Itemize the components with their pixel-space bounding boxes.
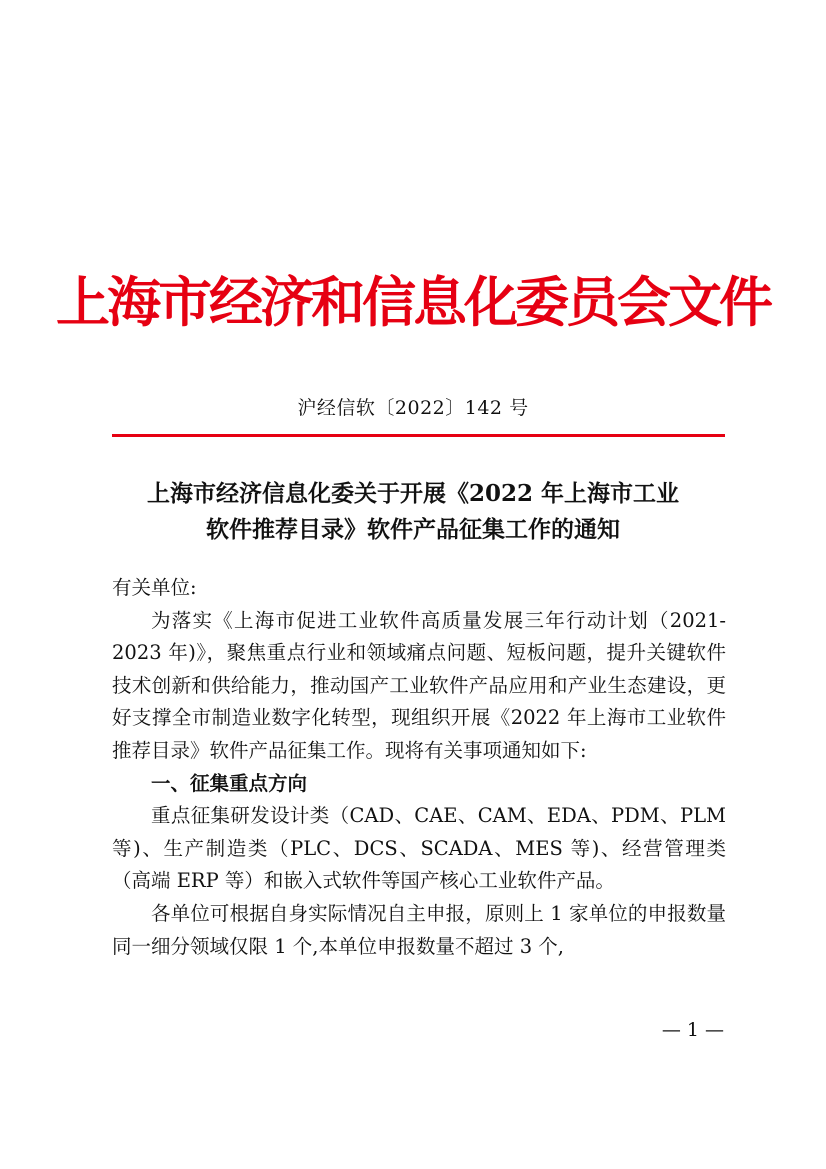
page-number: — 1 — xyxy=(661,1019,724,1041)
notice-title-line1: 上海市经济信息化委关于开展《2022 年上海市工业 xyxy=(146,480,680,507)
document-number: 沪经信软〔2022〕142 号 xyxy=(297,397,529,419)
notice-title-line2: 软件推荐目录》软件产品征集工作的通知 xyxy=(206,516,620,543)
section-heading-1: 一、征集重点方向 xyxy=(151,771,308,795)
notice-body xyxy=(112,572,726,963)
notice-title xyxy=(100,476,726,548)
paragraph-focus-areas: 重点征集研发设计类（CAD、CAE、CAM、EDA、PDM、PLM 等)、生产制造类（PLC、DCS、SCADA、MES 等)、经营管理类（高端 ERP 等）和嵌入式软件等国产核心工业软件产品。 xyxy=(112,804,726,893)
salutation: 有关单位: xyxy=(112,576,197,599)
paragraph-application-limits: 各单位可根据自身实际情况自主申报，原则上 1 家单位的申报数量同一细分领域仅限 1 个,本单位申报数量不超过 3 个, xyxy=(112,901,726,958)
masthead-title: 上海市经济和信息化委员会文件 xyxy=(56,270,770,334)
red-divider xyxy=(112,434,725,437)
paragraph-purpose: 为落实《上海市促进工业软件高质量发展三年行动计划（2021-2023 年)》，聚焦重点行业和领域痛点问题、短板问题，提升关键软件技术创新和供给能力，推动国产工业软件产品应用和产业生态建设，更好支撑全市制造业数字化转型，现组织开展《2022 年上海市工业软件推荐目录》软件产品征集工作。现将有关事项通知如下: xyxy=(112,608,726,762)
